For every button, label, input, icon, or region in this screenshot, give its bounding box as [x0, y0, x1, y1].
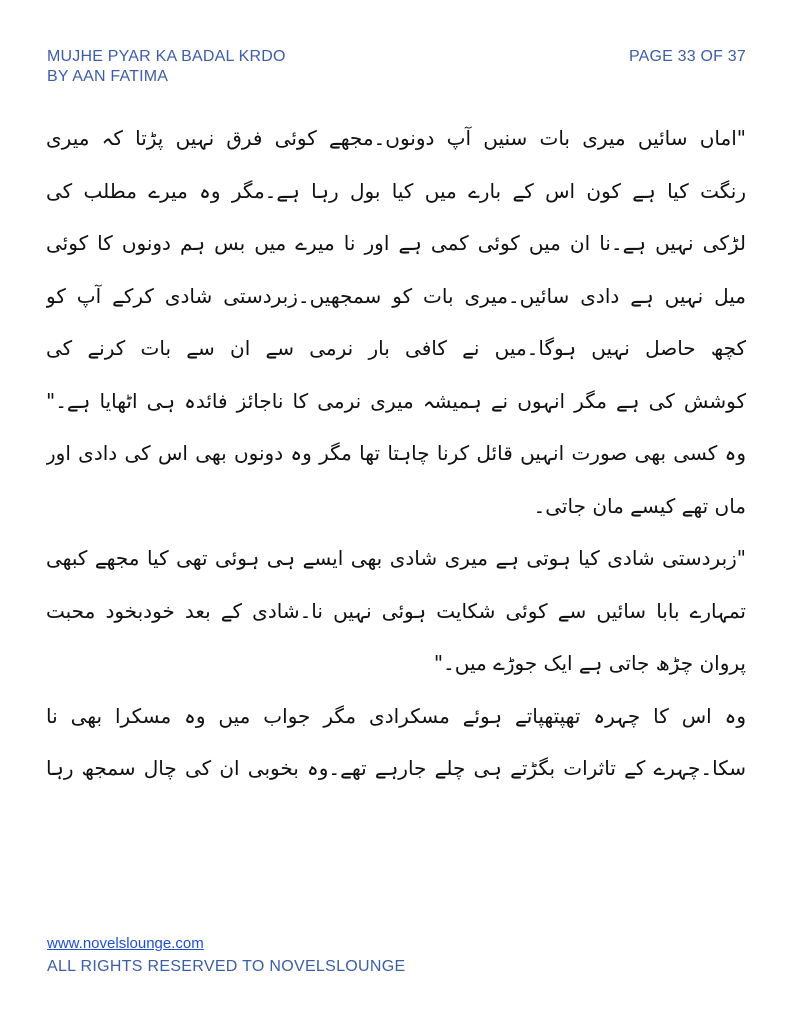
text-line: سکا۔چہرے کے تاثرات بگڑتے ہی چلے جارہے تھے۔وہ بخوبی ان کی چال سمجھ رہا	[46, 756, 746, 780]
page-header-left	[47, 47, 286, 87]
page-indicator: PAGE 33 OF 37	[628, 48, 746, 65]
text-line: ماں تھے کیسے مان جاتی۔	[533, 493, 746, 518]
text-line: لڑکی نہیں ہے۔نا ان میں کوئی کمی ہے اور نا میرے میں بس ہم دونوں کا کوئی	[46, 231, 746, 255]
text-line: "اماں سائیں میری بات سنیں آپ دونوں۔مجھے کوئی فرق نہیں پڑتا کہ میری	[46, 126, 746, 150]
text-line: "زبردستی شادی کیا ہوتی ہے میری شادی بھی ایسے ہی ہوئی تھی کیا مجھے کبھی	[46, 546, 746, 570]
text-line: کوشش کی ہے مگر انہوں نے ہمیشہ میری نرمی کا ناجائز فائدہ ہی اٹھایا ہے۔"	[46, 388, 746, 413]
text-line: رنگت کیا ہے کون اس کے بارے میں کیا بول رہا ہے۔مگر وہ میرے مطلب کی	[46, 178, 746, 203]
text-line: وہ اس کا چہرہ تھپتھپاتے ہوئے مسکرادی مگر جواب میں وہ مسکرا بھی نا	[46, 703, 746, 728]
text-line: میل نہیں ہے دادی سائیں۔میری بات کو سمجھیں۔زبردستی شادی کرکے آپ کو	[46, 283, 746, 308]
text-line: وہ کسی بھی صورت انہیں قائل کرنا چاہتا تھا مگر وہ دونوں بھی اس کی دادی اور	[46, 441, 746, 465]
author-name: BY AAN FATIMA	[47, 68, 169, 85]
book-title: MUJHE PYAR KA BADAL KRDO	[47, 48, 286, 65]
website-link[interactable]: www.novelslounge.com	[47, 935, 204, 952]
text-line: تمہارے بابا سائیں سے کوئی شکایت ہوئی نہیں نا۔شادی کے بعد خودبخود محبت	[46, 598, 746, 623]
body-text	[46, 112, 746, 795]
text-line: کچھ حاصل نہیں ہوگا۔میں نے کافی بار نرمی سے ان سے بات کرنے کی	[46, 336, 746, 360]
rights-notice: ALL RIGHTS RESERVED TO NOVELSLOUNGE	[47, 958, 406, 975]
text-line: پروان چڑھ جاتی ہے ایک جوڑے میں۔"	[433, 651, 746, 675]
